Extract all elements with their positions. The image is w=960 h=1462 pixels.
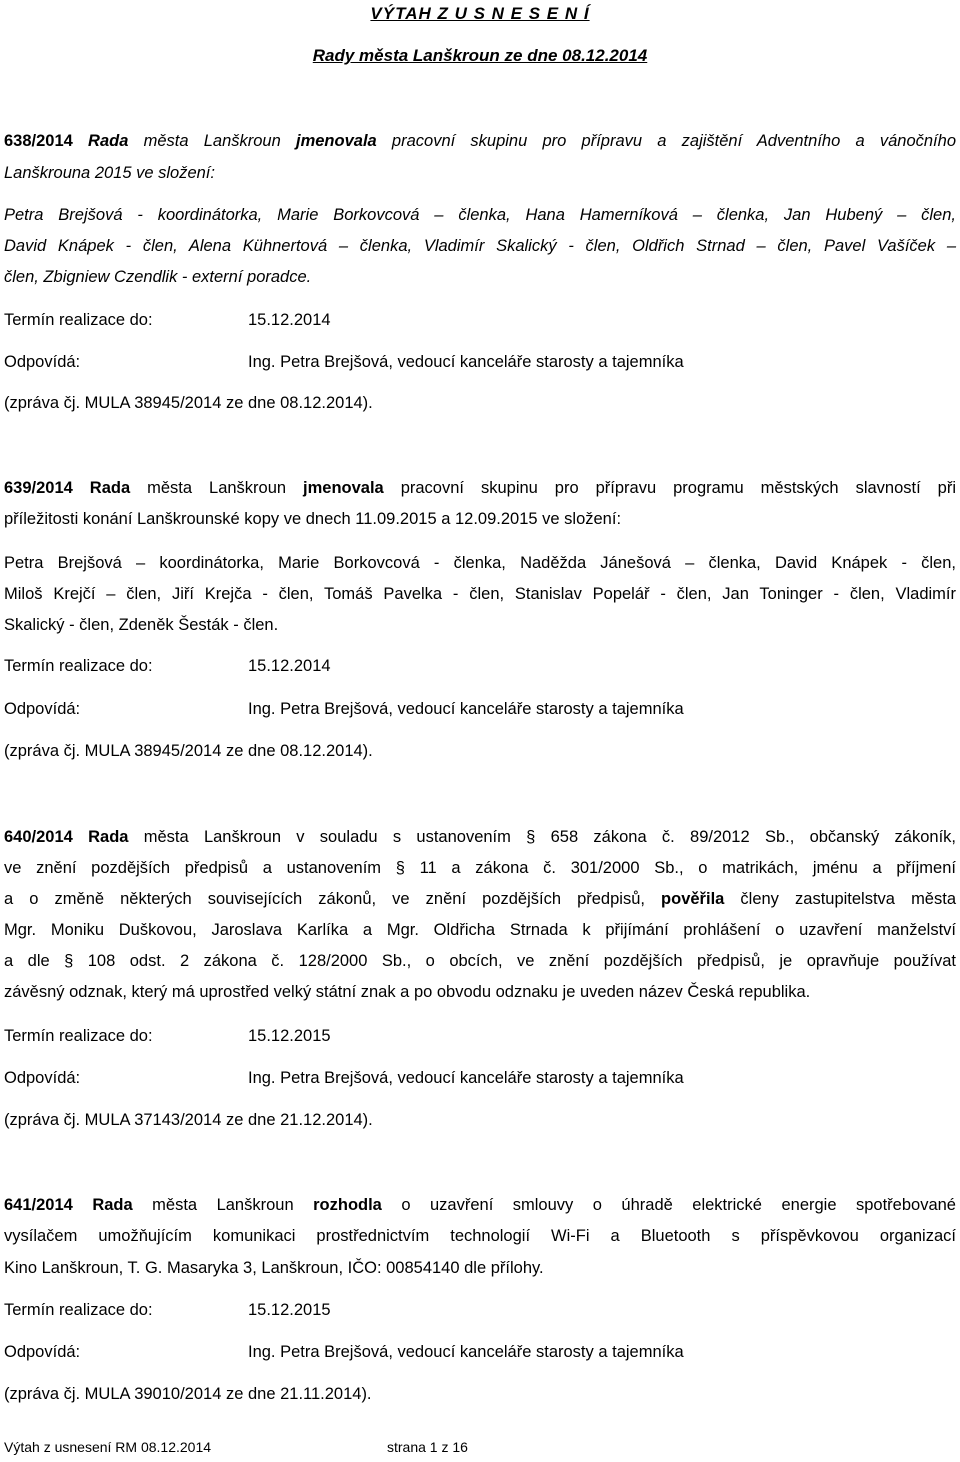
- responsible-value: Ing. Petra Brejšová, vedoucí kanceláře starosty a tajemníka: [248, 1343, 684, 1361]
- resolution-641-line-3: Kino Lanškroun, T. G. Masaryka 3, Lanškroun, IČO: 00854140 dle přílohy.: [4, 1259, 544, 1277]
- document-title: VÝTAH Z U S N E S E N Í: [370, 4, 590, 23]
- resolution-638-line-2: Lanškrouna 2015 ve složení:: [4, 164, 215, 182]
- term-value: 15.12.2015: [248, 1301, 331, 1319]
- term-label: Termín realizace do:: [4, 1027, 153, 1045]
- responsible-value: Ing. Petra Brejšová, vedoucí kanceláře starosty a tajemníka: [248, 700, 684, 718]
- term-label: Termín realizace do:: [4, 1301, 153, 1319]
- resolution-640-line-2: ve znění pozdějších předpisů a ustanovením § 11 a zákona č. 301/2000 Sb., o matrikách, jménu a příjmení: [4, 859, 956, 877]
- responsible-value: Ing. Petra Brejšová, vedoucí kanceláře starosty a tajemníka: [248, 353, 684, 371]
- resolution-639-line-3: Petra Brejšová – koordinátorka, Marie Borkovcová - členka, Naděžda Jánešová – členka, David Knápek - člen,: [4, 554, 956, 572]
- term-label: Termín realizace do:: [4, 657, 153, 675]
- resolution-640-line-3: a o změně některých souvisejících zákonů, ve znění pozdějších předpisů, pověřila členy zastupitelstva města: [4, 890, 956, 908]
- responsible-label: Odpovídá:: [4, 353, 81, 371]
- term-label: Termín realizace do:: [4, 311, 153, 329]
- resolution-640-line-1: 640/2014 Rada města Lanškroun v souladu s ustanovením § 658 zákona č. 89/2012 Sb., občanský zákoník,: [4, 828, 956, 846]
- resolution-639-line-5: Skalický - člen, Zdeněk Šesták - člen.: [4, 616, 279, 634]
- resolution-638-line-1: 638/2014 Rada města Lanškroun jmenovala pracovní skupinu pro přípravu a zajištění Adventního a vánočního: [4, 132, 956, 150]
- responsible-label: Odpovídá:: [4, 700, 81, 718]
- term-value: 15.12.2014: [248, 311, 331, 329]
- resolution-641-line-1: 641/2014 Rada města Lanškroun rozhodla o uzavření smlouvy o úhradě elektrické energie spotřebované: [4, 1196, 956, 1214]
- report-reference: (zpráva čj. MULA 37143/2014 ze dne 21.12.2014).: [4, 1111, 373, 1129]
- responsible-label: Odpovídá:: [4, 1069, 81, 1087]
- resolution-638-line-4: David Knápek - člen, Alena Kühnertová – členka, Vladimír Skalický - člen, Oldřich Strnad – člen, Pavel Vašíček –: [4, 237, 956, 255]
- resolution-640-line-4: Mgr. Moniku Duškovou, Jaroslava Karlíka a Mgr. Oldřicha Strnada k přijímání prohlášení o uzavření manželství: [4, 921, 956, 939]
- term-value: 15.12.2014: [248, 657, 331, 675]
- responsible-value: Ing. Petra Brejšová, vedoucí kanceláře starosty a tajemníka: [248, 1069, 684, 1087]
- resolution-641-line-2: vysílačem umožňujícím komunikaci prostřednictvím technologií Wi-Fi a Bluetooth s příspěvkovou organizací: [4, 1227, 956, 1245]
- document-subtitle: Rady města Lanškroun ze dne 08.12.2014: [312, 46, 648, 65]
- resolution-638-line-3: Petra Brejšová - koordinátorka, Marie Borkovcová – členka, Hana Hamerníková – členka, Jan Hubený – člen,: [4, 206, 956, 224]
- report-reference: (zpráva čj. MULA 39010/2014 ze dne 21.11.2014).: [4, 1385, 372, 1403]
- resolution-640-line-5: a dle § 108 odst. 2 zákona č. 128/2000 Sb., o obcích, ve znění pozdějších předpisů, je opravňuje používat: [4, 952, 956, 970]
- resolution-639-line-1: 639/2014 Rada města Lanškroun jmenovala pracovní skupinu pro přípravu programu městských slavností při: [4, 479, 956, 497]
- footer-document-name: Výtah z usnesení RM 08.12.2014: [4, 1439, 212, 1455]
- responsible-label: Odpovídá:: [4, 1343, 81, 1361]
- report-reference: (zpráva čj. MULA 38945/2014 ze dne 08.12.2014).: [4, 742, 373, 760]
- footer-page-number: strana 1 z 16: [387, 1439, 468, 1455]
- term-value: 15.12.2015: [248, 1027, 331, 1045]
- resolution-639-line-2: příležitosti konání Lanškrounské kopy ve dnech 11.09.2015 a 12.09.2015 ve složení:: [4, 510, 622, 528]
- resolution-640-line-6: závěsný odznak, který má uprostřed velký státní znak a po obvodu odznaku je uveden název Česká republika.: [4, 983, 811, 1001]
- resolution-638-line-5: člen, Zbigniew Czendlik - externí poradce.: [4, 268, 312, 286]
- resolution-639-line-4: Miloš Krejčí – člen, Jiří Krejča - člen, Tomáš Pavelka - člen, Stanislav Popelář - člen, Jan Toninger - člen, Vladimír: [4, 585, 956, 603]
- report-reference: (zpráva čj. MULA 38945/2014 ze dne 08.12.2014).: [4, 394, 373, 412]
